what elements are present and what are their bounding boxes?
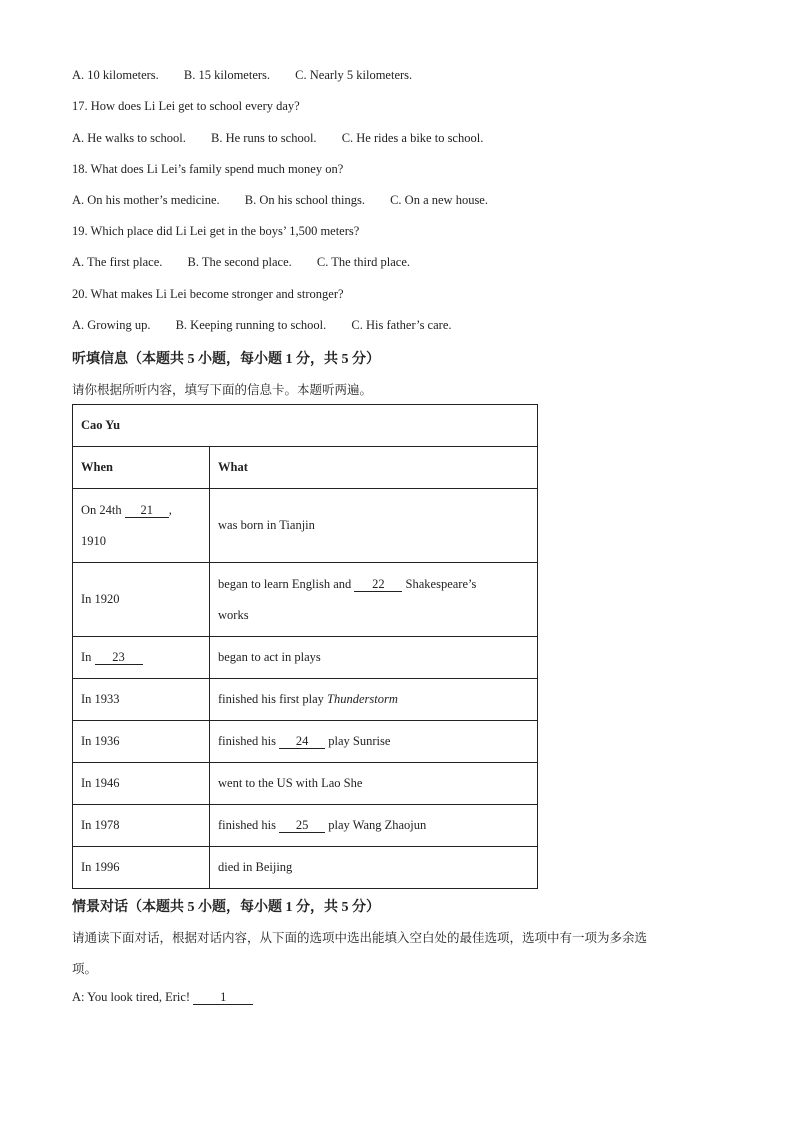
blank-22[interactable]: 22	[354, 577, 402, 592]
table-row	[73, 489, 538, 563]
what-cell: died in Beijing	[210, 847, 538, 889]
table-row	[73, 637, 538, 679]
option-a: A. He walks to school.	[72, 131, 186, 145]
dialogue-section-heading: 情景对话（本题共 5 小题，每小题 1 分，共 5 分）	[72, 900, 380, 915]
what-cell: went to the US with Lao She	[210, 763, 538, 805]
option-b: B. 15 kilometers.	[183, 68, 271, 82]
blank-24[interactable]: 24	[279, 734, 325, 749]
what-cell	[210, 563, 538, 637]
play-title: Thunderstorm	[327, 692, 398, 706]
dialogue-section-instruction: 请通读下面对话，根据对话内容，从下面的选项中选出能填入空白处的最佳选项，选项中有一项为多余选	[72, 931, 648, 945]
when-cell: In 1920	[73, 563, 210, 637]
table-row	[73, 679, 538, 721]
option-c: C. His father’s care.	[351, 318, 452, 332]
what-cell	[210, 805, 538, 847]
dialogue-text: A: You look tired, Eric!	[72, 990, 194, 1004]
header-what: What	[210, 447, 538, 489]
option-c: C. Nearly 5 kilometers.	[295, 68, 413, 82]
question-18-stem: 18. What does Li Lei’s family spend much money on?	[72, 162, 344, 176]
when-cell: In 1933	[73, 679, 210, 721]
when-cell	[73, 637, 210, 679]
table-row	[73, 721, 538, 763]
question-17-options	[72, 131, 483, 146]
what-text: finished his first play	[218, 692, 328, 706]
what-text: began to learn English and	[218, 576, 355, 591]
option-b: B. Keeping running to school.	[175, 318, 327, 332]
what-cell	[210, 721, 538, 763]
table-row	[73, 563, 538, 637]
question-17-stem: 17. How does Li Lei get to school every day?	[72, 99, 300, 113]
blank-25[interactable]: 25	[279, 818, 325, 833]
what-cell	[210, 679, 538, 721]
question-19-stem: 19. Which place did Li Lei get in the boys’ 1,500 meters?	[72, 224, 360, 238]
option-b: B. On his school things.	[244, 193, 365, 207]
listening-section-heading: 听填信息（本题共 5 小题，每小题 1 分，共 5 分）	[72, 352, 380, 367]
table-header-row	[73, 447, 538, 489]
table-row	[73, 805, 538, 847]
table-title: Cao Yu	[73, 405, 538, 447]
when-text-line2: 1910	[81, 533, 106, 548]
option-a: A. 10 kilometers.	[72, 68, 159, 82]
when-cell: In 1996	[73, 847, 210, 889]
when-cell: In 1946	[73, 763, 210, 805]
what-cell: began to act in plays	[210, 637, 538, 679]
listening-section-instruction: 请你根据所听内容，填写下面的信息卡。本题听两遍。	[72, 383, 373, 397]
what-text-line2: works	[218, 607, 249, 622]
when-cell	[73, 489, 210, 563]
when-text: In	[81, 650, 95, 664]
option-b: B. He runs to school.	[211, 131, 317, 145]
question-19-options	[72, 255, 410, 270]
blank-23[interactable]: 23	[95, 650, 143, 665]
when-cell: In 1936	[73, 721, 210, 763]
option-a: A. The first place.	[72, 255, 163, 269]
when-text-post: ,	[168, 502, 172, 517]
question-20-options	[72, 318, 452, 333]
what-text-post: Shakespeare’s	[402, 576, 477, 591]
what-cell: was born in Tianjin	[210, 489, 538, 563]
info-card-table	[72, 404, 538, 889]
when-cell: In 1978	[73, 805, 210, 847]
dialogue-first-line	[72, 990, 253, 1005]
option-c: C. The third place.	[316, 255, 411, 269]
blank-1[interactable]: 1	[193, 990, 253, 1005]
question-18-options	[72, 193, 488, 208]
dialogue-section-instruction-line2: 项。	[72, 962, 98, 976]
option-c: C. He rides a bike to school.	[341, 131, 484, 145]
when-text: On 24th	[81, 502, 125, 517]
what-text: finished his	[218, 734, 280, 748]
question-16-options	[72, 68, 412, 83]
question-20-stem: 20. What makes Li Lei become stronger and stronger?	[72, 287, 344, 301]
header-when: When	[73, 447, 210, 489]
option-a: A. On his mother’s medicine.	[72, 193, 220, 207]
option-c: C. On a new house.	[390, 193, 488, 207]
blank-21[interactable]: 21	[125, 503, 169, 518]
what-text-post: play Sunrise	[325, 734, 391, 748]
table-row	[73, 847, 538, 889]
option-a: A. Growing up.	[72, 318, 151, 332]
what-text: finished his	[218, 818, 280, 832]
option-b: B. The second place.	[187, 255, 292, 269]
what-text-post: play Wang Zhaojun	[325, 818, 427, 832]
table-title-row	[73, 405, 538, 447]
table-row	[73, 763, 538, 805]
